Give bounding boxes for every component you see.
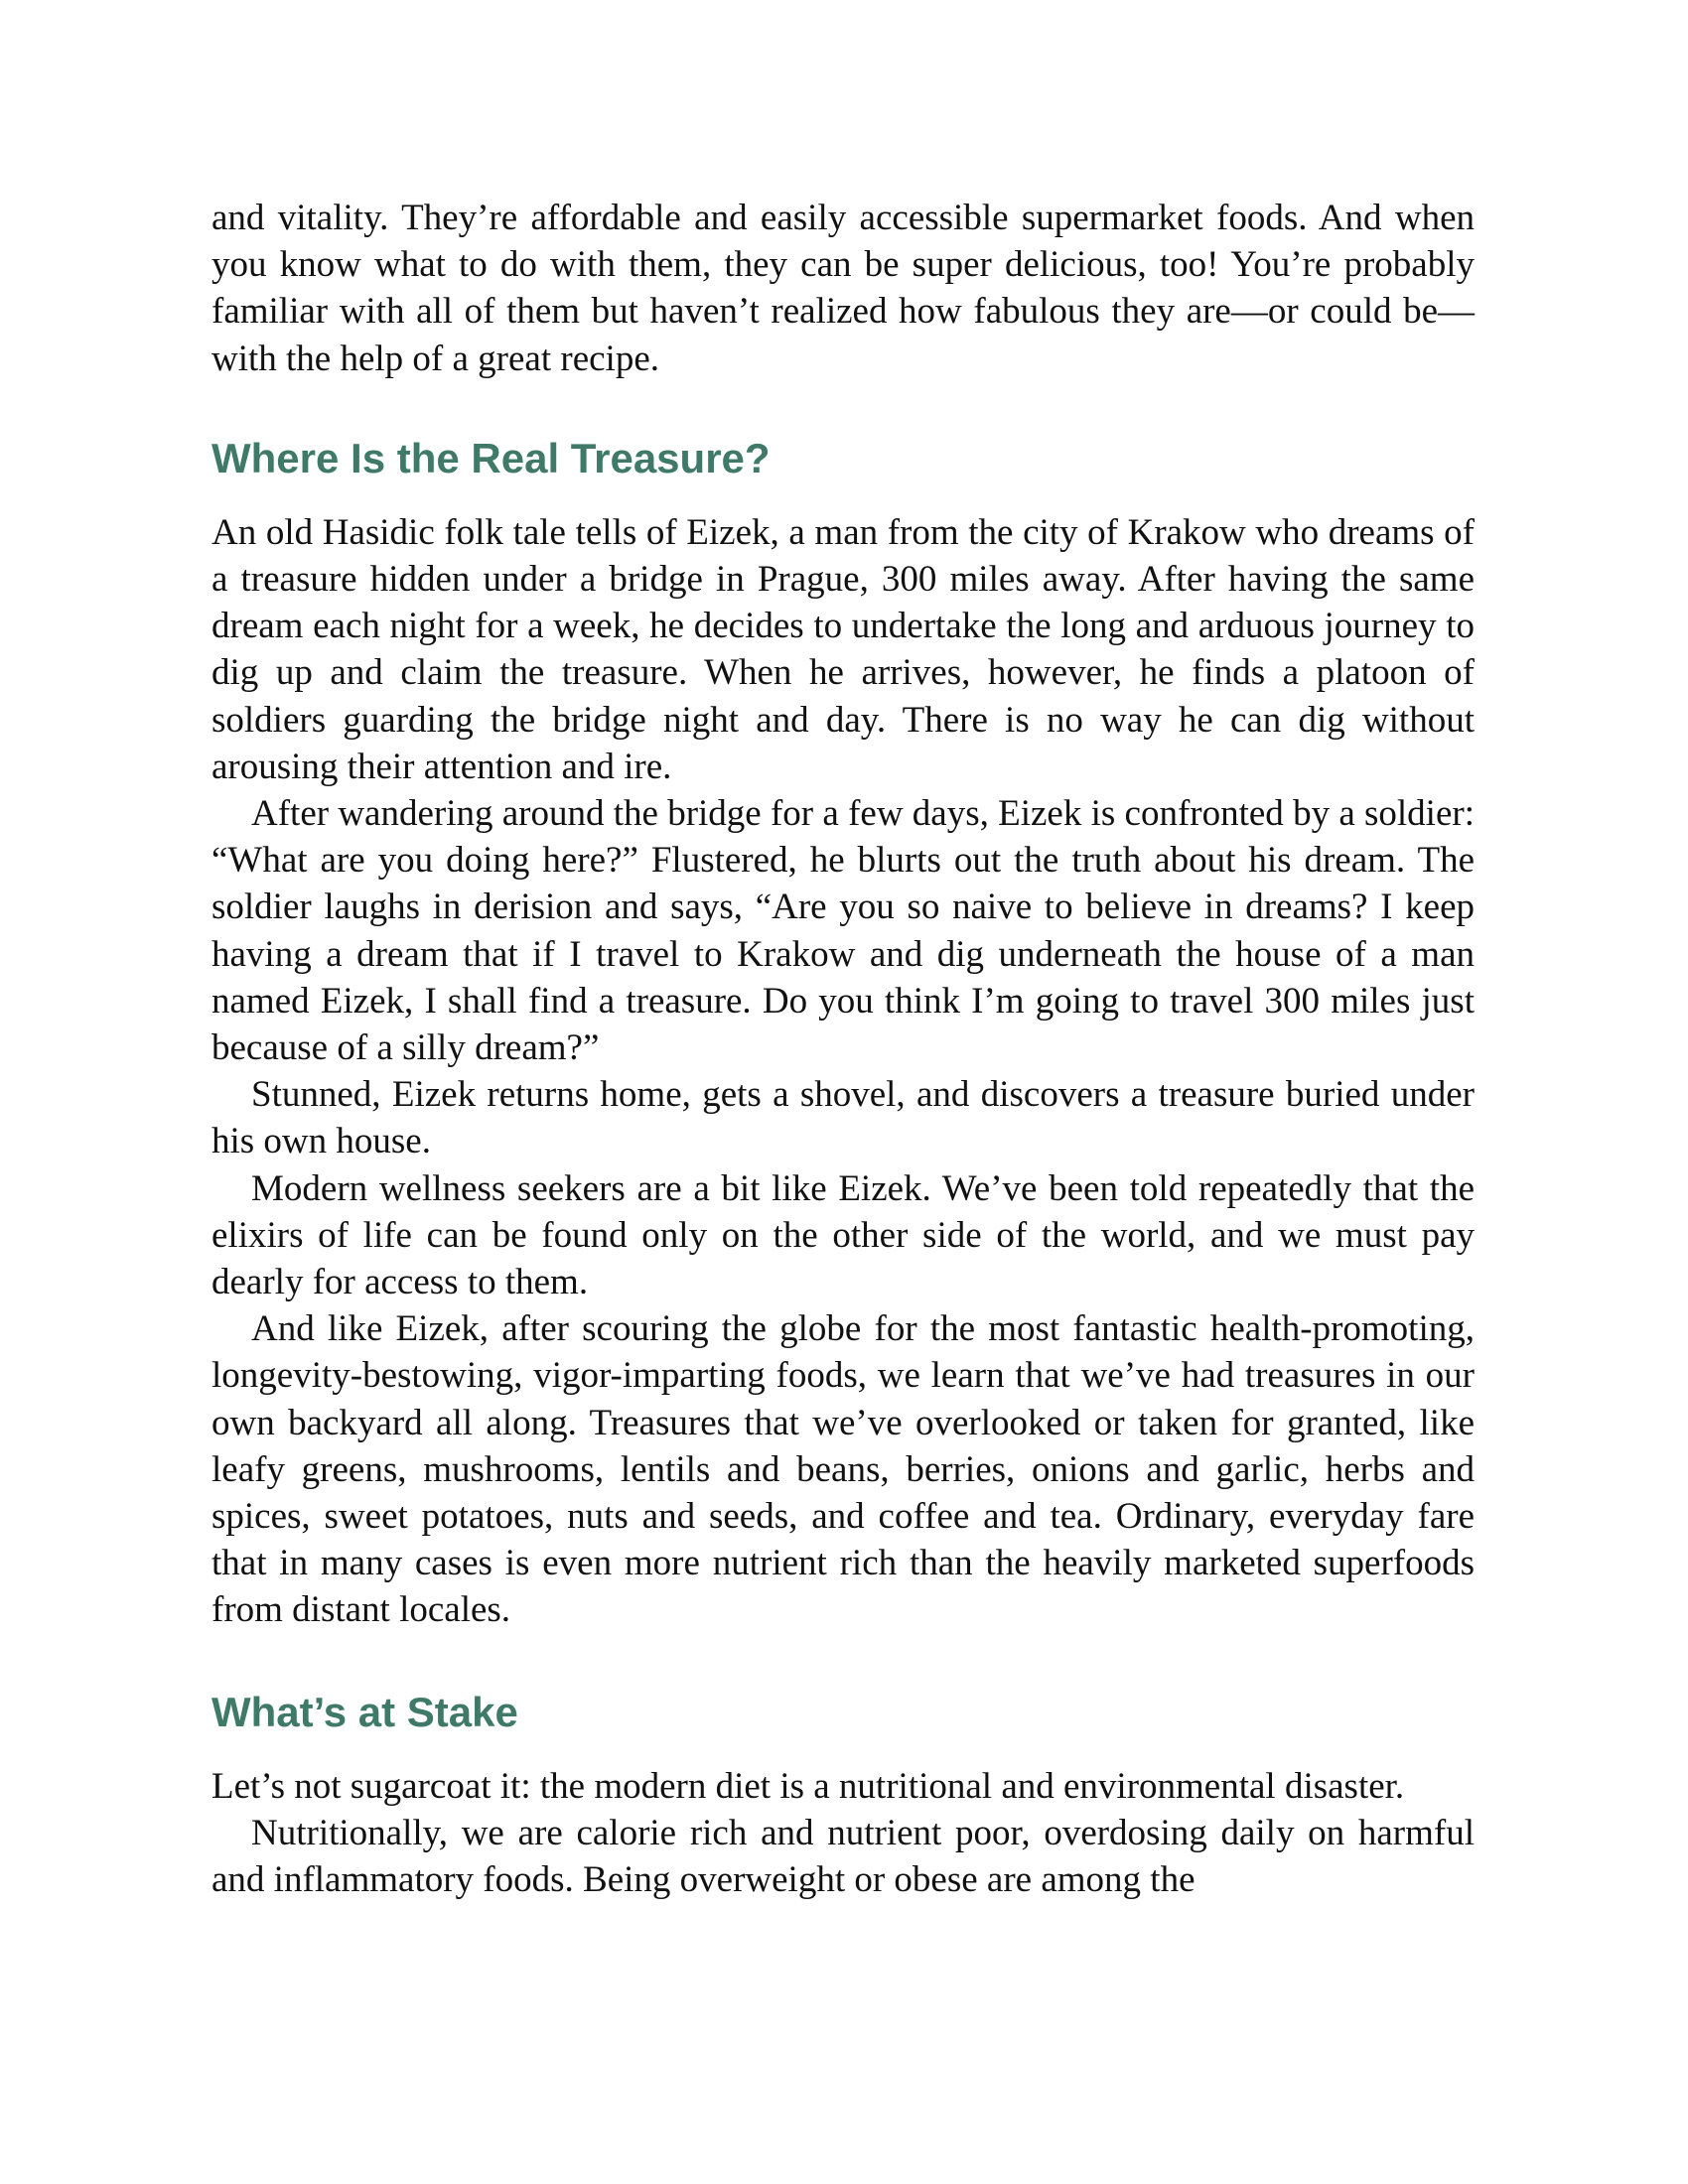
body-paragraph: Modern wellness seekers are a bit like Eizek. We’ve been told repeatedly that the elixirs of life can be found only on the other side of the world, and we must pay dearly for access to them. bbox=[211, 1167, 1475, 1303]
page-body bbox=[211, 195, 1475, 1903]
section-heading-whats-at-stake: What’s at Stake bbox=[211, 1688, 518, 1735]
body-paragraph: Nutritionally, we are calorie rich and nutrient poor, overdosing daily on harmful and inflammatory foods. Being overweight or obese are among the bbox=[211, 1812, 1475, 1901]
body-paragraph: An old Hasidic folk tale tells of Eizek, a man from the city of Krakow who dreams of a treasure hidden under a bridge in Prague, 300 miles away. After having the same dream each night for a week, he decides to undertake the long and arduous journey to dig up and claim the treasure. When he arrives, however, he finds a platoon of soldiers guarding the bridge night and day. There is no way he can dig without arousing their attention and ire. bbox=[211, 511, 1475, 787]
body-paragraph: Let’s not sugarcoat it: the modern diet is a nutritional and environmental disaster. bbox=[211, 1765, 1405, 1807]
intro-paragraph: and vitality. They’re affordable and easily accessible supermarket foods. And when you know what to do with them, they can be super delicious, too! You’re probably familiar with all of them but haven’t realized how fabulous they are—or could be—with the help of a great recipe. bbox=[211, 198, 1475, 379]
body-paragraph: And like Eizek, after scouring the globe for the most fantastic health-promoting, longevity-bestowing, vigor-imparting foods, we learn that we’ve had treasures in our own backyard all along. Treasures that we’ve overlooked or taken for granted, like leafy greens, mushrooms, lentils and beans, berries, onions and garlic, herbs and spices, sweet potatoes, nuts and seeds, and coffee and tea. Ordinary, everyday fare that in many cases is even more nutrient rich than the heavily marketed superfoods from distant locales. bbox=[211, 1308, 1475, 1631]
section-heading-real-treasure: Where Is the Real Treasure? bbox=[211, 434, 771, 481]
body-paragraph: After wandering around the bridge for a few days, Eizek is confronted by a soldier: “What are you doing here?” Flustered, he blurts out the truth about his dream. The soldier laughs in derision and says, “Are you so naive to believe in dreams? I keep having a dream that if I travel to Krakow and dig underneath the house of a man named Eizek, I shall find a treasure. Do you think I’m going to travel 300 miles just because of a silly dream?” bbox=[211, 793, 1475, 1069]
body-paragraph: Stunned, Eizek returns home, gets a shovel, and discovers a treasure buried under his own house. bbox=[211, 1074, 1475, 1162]
